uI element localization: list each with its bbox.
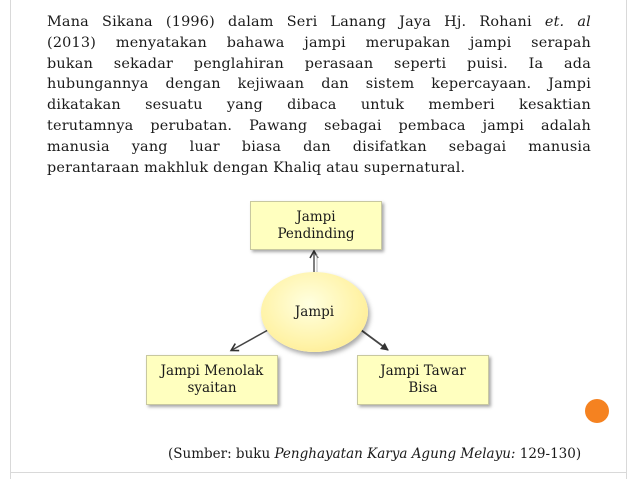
paragraph-line: terutamnya perubatan. Pawang sebagai pembaca jampi adalah [47, 117, 591, 134]
paragraph-line: perantaraan makhluk dengan Khaliq atau supernatural. [47, 159, 466, 176]
paragraph-line: bukan sekadar penglahiran perasaan seperti puisi. Ia ada [47, 55, 591, 72]
paragraph-line: dikatakan sesuatu yang dibaca untuk memberi kesaktian [47, 97, 591, 114]
center-label: Jampi [294, 304, 335, 320]
node-label: Jampi [296, 208, 336, 225]
node-jampi-center [261, 272, 368, 352]
paragraph-line: manusia yang luar biasa dan disifatkan sebagai manusia [47, 138, 591, 155]
node-jampi-pendinding [250, 201, 382, 250]
node-label: syaitan [187, 380, 237, 396]
paragraph-line: Mana Sikana (1996) dalam Seri Lanang Jaya Hj. Rohani et. al [47, 14, 591, 30]
node-label: Bisa [408, 380, 438, 396]
accent-circle [585, 399, 609, 423]
node-jampi-tawar-bisa [357, 355, 489, 405]
node-label: Pendinding [277, 225, 355, 242]
node-jampi-menolak-syaitan [146, 355, 278, 405]
node-label: Jampi Menolak [160, 363, 264, 379]
source-citation: (Sumber: buku Penghayatan Karya Agung Melayu: 129-130) [168, 446, 582, 462]
arrow-to-left [232, 330, 268, 350]
arrow-to-right [361, 330, 388, 350]
paragraph-line: hubungannya dengan kejiwaan dan sistem kepercayaan. Jampi [47, 76, 591, 93]
node-label: Jampi Tawar [380, 363, 466, 379]
paragraph-line: (2013) menyatakan bahawa jampi merupakan jampi serapah [47, 34, 591, 51]
